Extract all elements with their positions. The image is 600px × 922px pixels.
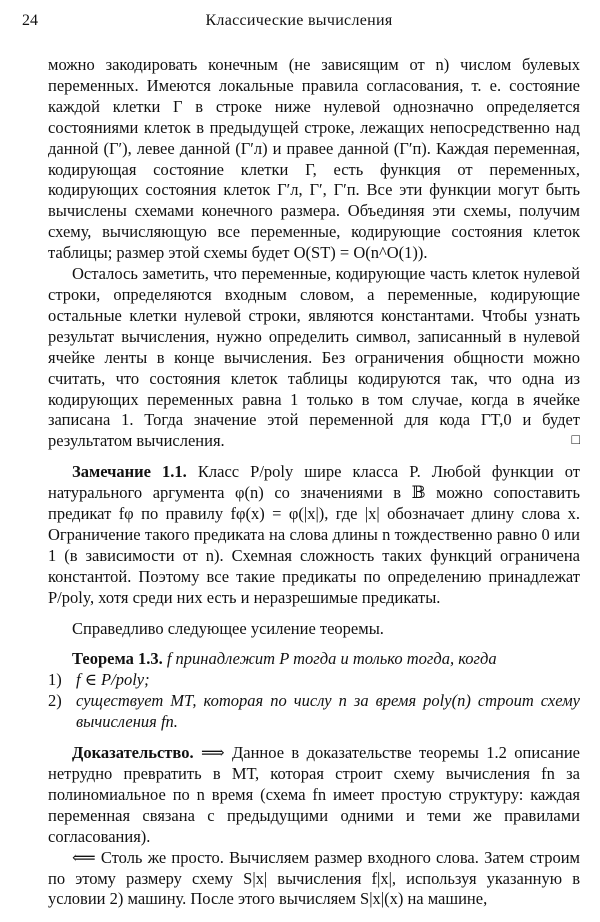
proof-label: Доказательство. (72, 743, 194, 763)
running-title: Классические вычисления (205, 12, 393, 29)
theorem-1-3 (48, 649, 580, 670)
theorem-label: Теорема 1.3. (72, 649, 163, 669)
item-number: 2) (48, 691, 62, 711)
item-number: 1) (48, 670, 62, 690)
theorem-item-2 (48, 691, 580, 733)
proof (48, 743, 580, 848)
item-text: f ∈ P/poly; (76, 670, 150, 690)
remark-label: Замечание 1.1. (72, 462, 187, 482)
theorem-statement: f принадлежит P тогда и только тогда, когда (166, 649, 497, 669)
theorem-item-1 (48, 670, 580, 691)
qed-symbol: □ (571, 433, 580, 449)
proof-forward-text: ⟹ Данное в доказательстве теоремы 1.2 описание нетрудно превратить в МТ, которая строит схему вычисления fn за полиномиальное по n время (схема fn имеет простую структуру: каждая переменная связана с предыдущими одними и теми же правилами согласования). (48, 743, 580, 846)
item-text: существует МТ, которая по числу n за время poly(n) строит схему вычисления fn. (76, 691, 580, 732)
paragraph-result-variable (48, 264, 580, 452)
proof-converse: ⟸ Столь же просто. Вычисляем размер входного слова. Затем строим по этому размеру схему S|x| вычисления f|x|, используя указанную в условии 2) машину. После этого вычисляем S|x|(x) на машине, (48, 847, 580, 909)
page-body (48, 55, 580, 910)
paragraph-encoding-rules: можно закодировать конечным (не зависящим от n) числом булевых переменных. Имеются локальные правила согласования, т. е. состояние каждой клетки Γ в строке ниже нулевой однозначно определяется состояниями клеток в предыдущей строке, лежащих непосредственно над данной (Γ′), левее данной (Γ′л) и правее данной (Γ′п). Каждая переменная, кодирующая состояние клетки Γ, есть функция от переменных, кодирующих состояния клеток Γ′л, Γ′, Γ′п. Все эти функции могут быть вычислены схемами конечного размера. Объединяя эти схемы, получим схему, вычисляющую все переменные, кодирующие состояния клеток таблицы; размер этой схемы будет O(ST) = O(n^O(1)). (48, 55, 580, 263)
remark-text: Класс P/poly шире класса P. Любой функции от натурального аргумента φ(n) со значениями в 𝔹 можно сопоставить предикат fφ по правилу fφ(x) = φ(|x|), где |x| обозначает длину слова x. Ограничение такого предиката на слова длины n тождественно равно 0 или 1 (в зависимости от n). Схемная сложность таких функций ограничена константой. Поэтому все такие предикаты по определению принадлежат P/poly, хотя среди них есть и неразрешимые предикаты. (48, 462, 580, 607)
paragraph-result-text: Осталось заметить, что переменные, кодирующие часть клеток нулевой строки, определяются входным словом, а переменные, кодирующие остальные клетки нулевой строки, являются константами. Чтобы узнать результат вычисления, нужно определить символ, записанный в нулевой ячейке ленты в конце вычисления. Без ограничения общности можно считать, что состояния клеток таблицы кодируются так, что одна из кодирующих переменных равна 1 только в том случае, когда в ячейке записана 1. Тогда значение этой переменной для кода ΓT,0 и будет результатом вычисления. (48, 264, 580, 451)
page-header (16, 6, 582, 36)
page-number: 24 (22, 12, 38, 29)
remark-1-1 (48, 462, 580, 608)
paragraph-strengthening: Справедливо следующее усиление теоремы. (72, 618, 384, 638)
